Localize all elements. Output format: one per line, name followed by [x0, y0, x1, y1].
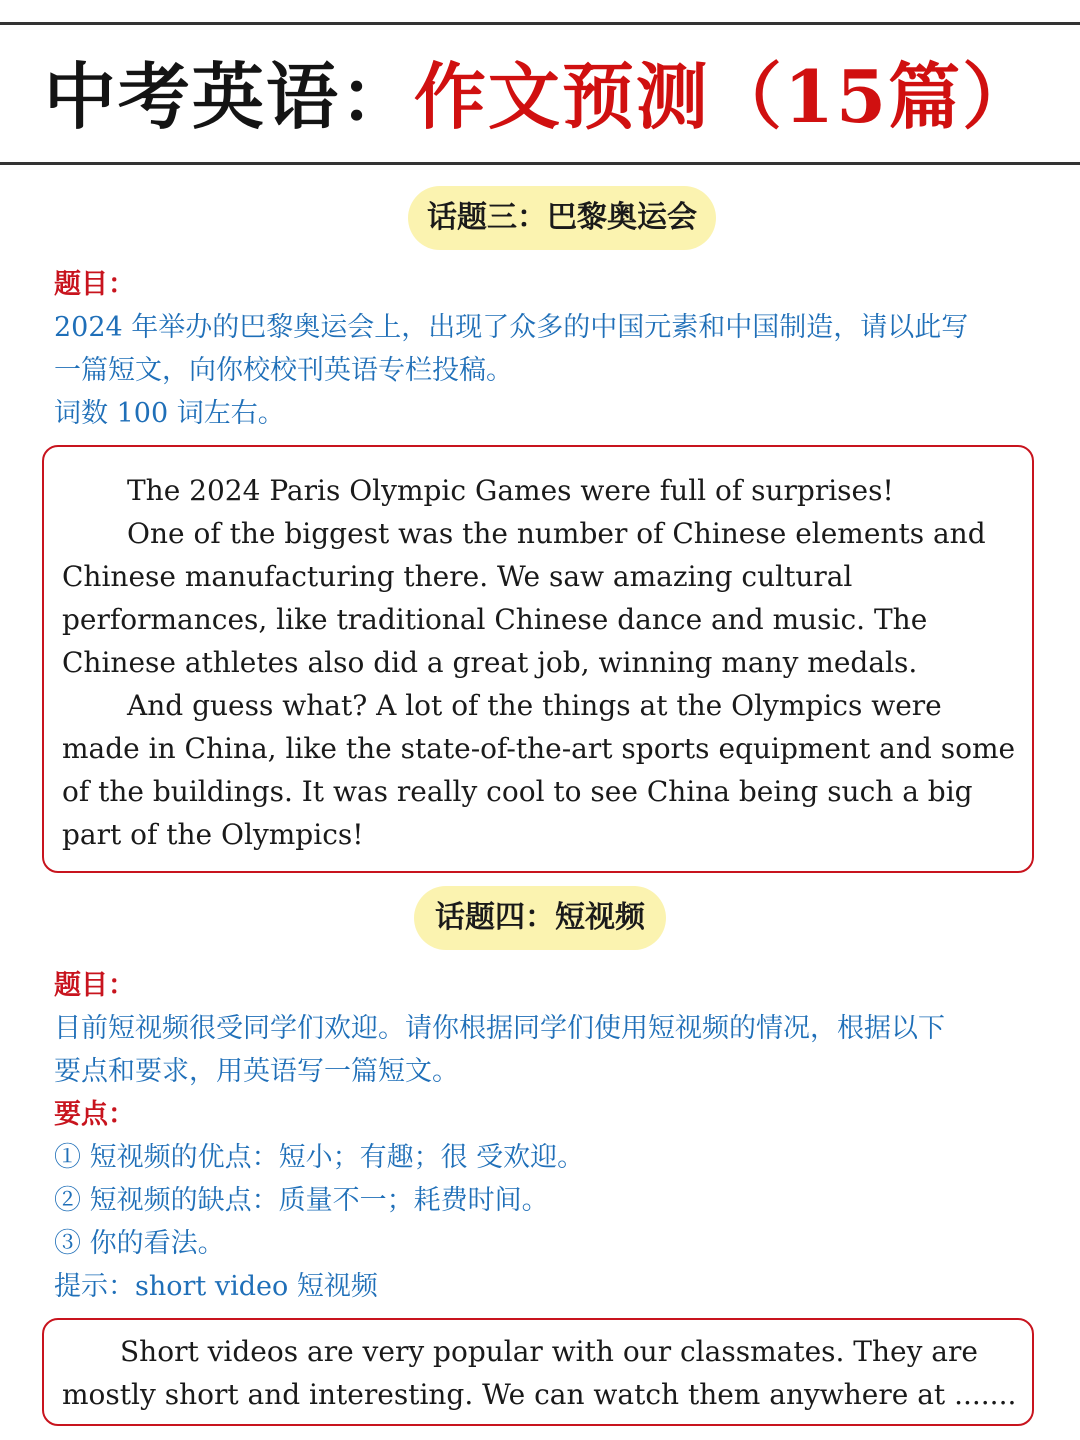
topic3-essay: [62, 469, 1018, 856]
topic4-point: ② 短视频的缺点：质量不一；耗费时间。: [54, 1185, 549, 1216]
topic3-heading: 话题三：巴黎奥运会: [408, 186, 716, 250]
topic4-prompt-line: 目前短视频很受同学们欢迎。请你根据同学们使用短视频的情况，根据以下: [54, 1013, 945, 1044]
topic4-prompt-label: 题目：: [54, 970, 135, 1001]
header-bottom-rule: [0, 162, 1080, 165]
topic3-prompt-line: 一篇短文，向你校校刊英语专栏投稿。: [54, 355, 513, 386]
topic4-essay: [62, 1330, 1018, 1416]
topic4-points-label: 要点：: [54, 1099, 135, 1130]
page-title: [0, 52, 1080, 142]
essay-paragraph: And guess what? A lot of the things at the Olympics were made in China, like the state-of-the-art sports equipment and some of the buildings. It was really cool to see China being such a big part of the Olympics!: [62, 689, 1016, 851]
topic4-point: ① 短视频的优点：短小；有趣；很 受欢迎。: [54, 1142, 585, 1173]
title-prefix: 中考英语：: [43, 54, 414, 139]
topic4-heading: 话题四：短视频: [414, 886, 666, 950]
topic4-prompt-line: 要点和要求，用英语写一篇短文。: [54, 1056, 459, 1087]
essay-paragraph: Short videos are very popular with our classmates. They are mostly short and interesting. We can watch them anywhere at .......: [62, 1335, 1017, 1411]
header-top-rule: [0, 22, 1080, 25]
topic3-prompt-line: 2024 年举办的巴黎奥运会上，出现了众多的中国元素和中国制造，请以此写: [54, 312, 969, 343]
topic4-essay-box: [42, 1318, 1034, 1426]
topic3-essay-box: [42, 445, 1034, 873]
topic4-hint: 提示：short video 短视频: [54, 1271, 378, 1302]
topic4-point: ③ 你的看法。: [54, 1228, 225, 1259]
topic3-prompt-label: 题目：: [54, 269, 135, 300]
essay-paragraph: The 2024 Paris Olympic Games were full of surprises!: [127, 474, 894, 507]
essay-paragraph: One of the biggest was the number of Chinese elements and Chinese manufacturing there. We saw amazing cultural performances, like traditional Chinese dance and music. The Chinese athletes also did a great job, winning many medals.: [62, 517, 986, 679]
topic3-prompt-line: 词数 100 词左右。: [54, 398, 285, 429]
title-highlight: 作文预测（15篇）: [413, 54, 1037, 139]
